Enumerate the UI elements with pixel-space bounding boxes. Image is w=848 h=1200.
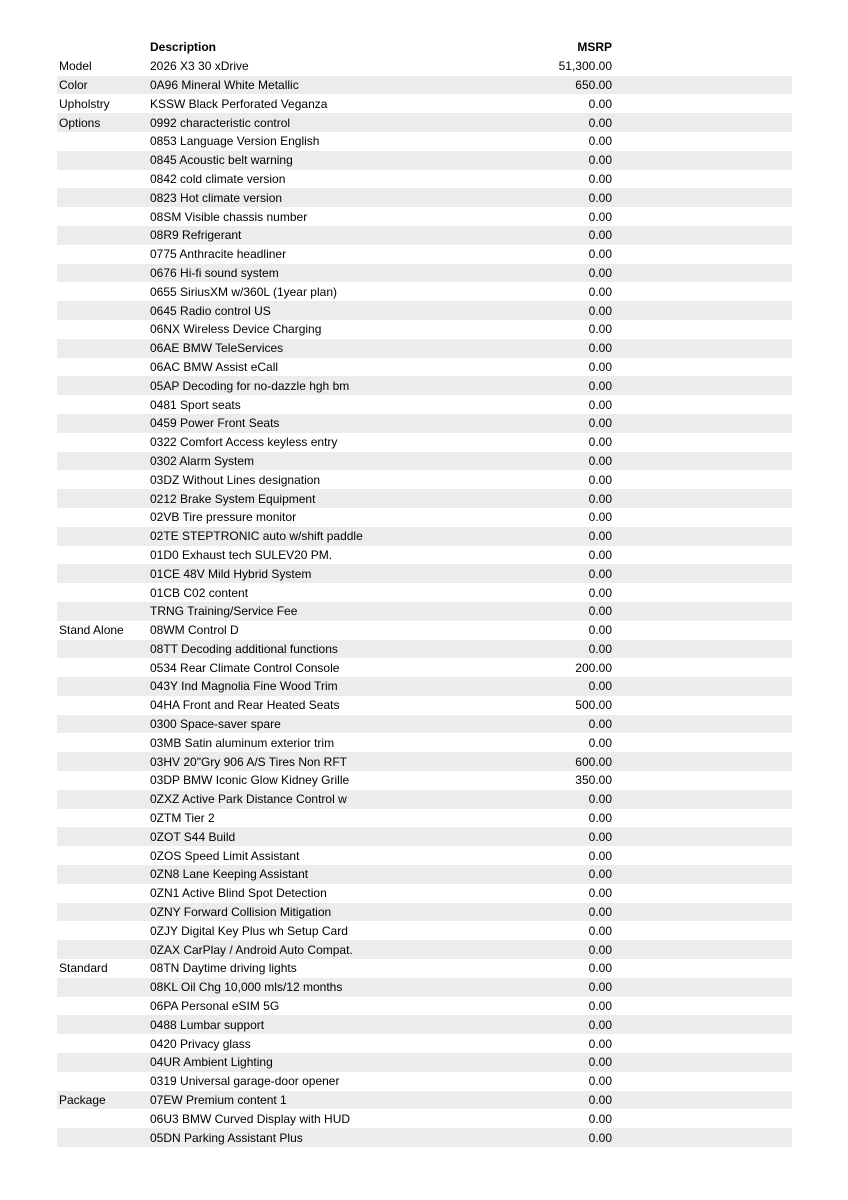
table-body	[57, 57, 792, 1147]
category-cell	[57, 940, 150, 959]
table-row	[57, 865, 792, 884]
category-cell: Options	[59, 115, 101, 130]
table-row	[57, 57, 792, 76]
table-row	[57, 245, 792, 264]
msrp-cell: 0.00	[588, 1093, 612, 1108]
table-row	[57, 771, 792, 790]
category-cell: Model	[59, 59, 92, 74]
category-cell	[57, 226, 150, 245]
description-cell: 07EW Premium content 1	[150, 1093, 287, 1108]
description-cell: 08R9 Refrigerant	[150, 228, 242, 243]
msrp-cell: 0.00	[588, 171, 612, 186]
msrp-cell: 0.00	[588, 453, 612, 468]
filler-cell	[612, 940, 792, 959]
category-cell	[57, 320, 150, 339]
category-cell	[57, 470, 150, 489]
filler-cell	[612, 508, 792, 527]
description-cell: 0488 Lumbar support	[150, 1017, 265, 1032]
table-row	[57, 583, 792, 602]
msrp-cell: 0.00	[588, 735, 612, 750]
description-cell: 06AE BMW TeleServices	[150, 341, 284, 356]
table-row	[57, 301, 792, 320]
filler-cell	[612, 376, 792, 395]
table-row	[57, 76, 792, 95]
filler-cell	[612, 301, 792, 320]
filler-cell	[612, 621, 792, 640]
table-row	[57, 452, 792, 471]
msrp-cell: 0.00	[588, 679, 612, 694]
msrp-cell: 0.00	[588, 547, 612, 562]
description-cell: 0534 Rear Climate Control Console	[150, 660, 340, 675]
description-cell: 05DN Parking Assistant Plus	[150, 1130, 303, 1145]
filler-cell	[612, 602, 792, 621]
msrp-cell: 0.00	[588, 961, 612, 976]
description-cell: 03MB Satin aluminum exterior trim	[150, 735, 335, 750]
filler-cell	[612, 76, 792, 95]
filler-cell	[612, 339, 792, 358]
table-row	[57, 395, 792, 414]
table-row	[57, 508, 792, 527]
category-cell	[57, 733, 150, 752]
msrp-cell: 0.00	[588, 623, 612, 638]
table-row	[57, 564, 792, 583]
msrp-cell: 0.00	[588, 491, 612, 506]
table-row	[57, 226, 792, 245]
description-cell: 04UR Ambient Lighting	[150, 1055, 273, 1070]
category-cell	[57, 865, 150, 884]
msrp-cell: 51,300.00	[558, 59, 612, 74]
category-cell	[57, 339, 150, 358]
table-row	[57, 113, 792, 132]
table-row	[57, 1128, 792, 1147]
msrp-cell: 0.00	[588, 585, 612, 600]
filler-cell	[612, 546, 792, 565]
description-cell: 0459 Power Front Seats	[150, 416, 280, 431]
msrp-cell: 0.00	[588, 510, 612, 525]
category-cell	[57, 997, 150, 1016]
table-row	[57, 320, 792, 339]
table-row	[57, 846, 792, 865]
table-row	[57, 264, 792, 283]
description-cell: 06AC BMW Assist eCall	[150, 359, 279, 374]
category-cell	[57, 1053, 150, 1072]
category-cell	[57, 527, 150, 546]
table-row	[57, 921, 792, 940]
description-cell: 0842 cold climate version	[150, 171, 286, 186]
description-cell: 0845 Acoustic belt warning	[150, 153, 293, 168]
msrp-cell: 600.00	[575, 754, 612, 769]
description-cell: 0481 Sport seats	[150, 397, 241, 412]
filler-cell	[612, 564, 792, 583]
msrp-cell: 0.00	[588, 1111, 612, 1126]
description-cell: 01D0 Exhaust tech SULEV20 PM.	[150, 547, 333, 562]
msrp-cell: 0.00	[588, 604, 612, 619]
msrp-cell: 0.00	[588, 265, 612, 280]
description-cell: 03DZ Without Lines designation	[150, 472, 321, 487]
category-header	[57, 38, 150, 57]
msrp-cell: 0.00	[588, 397, 612, 412]
table-row	[57, 696, 792, 715]
table-row	[57, 733, 792, 752]
description-cell: 04HA Front and Rear Heated Seats	[150, 698, 340, 713]
description-cell: 02VB Tire pressure monitor	[150, 510, 297, 525]
category-cell	[57, 790, 150, 809]
category-cell	[57, 1034, 150, 1053]
msrp-cell: 0.00	[588, 848, 612, 863]
description-cell: 0212 Brake System Equipment	[150, 491, 316, 506]
msrp-cell: 0.00	[588, 378, 612, 393]
table-row	[57, 339, 792, 358]
filler-cell	[612, 1034, 792, 1053]
msrp-cell: 200.00	[575, 660, 612, 675]
msrp-cell: 0.00	[588, 228, 612, 243]
filler-cell	[612, 903, 792, 922]
table-row	[57, 433, 792, 452]
category-cell	[57, 395, 150, 414]
msrp-cell: 0.00	[588, 96, 612, 111]
category-cell	[57, 846, 150, 865]
category-cell	[57, 827, 150, 846]
category-cell	[57, 207, 150, 226]
msrp-cell: 0.00	[588, 1130, 612, 1145]
description-cell: 0645 Radio control US	[150, 303, 271, 318]
filler-cell	[612, 188, 792, 207]
table-row	[57, 376, 792, 395]
table-row	[57, 1091, 792, 1110]
category-cell	[57, 301, 150, 320]
description-cell: 08KL Oil Chg 10,000 mls/12 months	[150, 980, 343, 995]
msrp-cell: 0.00	[588, 416, 612, 431]
category-cell	[57, 602, 150, 621]
msrp-cell: 0.00	[588, 209, 612, 224]
msrp-cell: 350.00	[575, 773, 612, 788]
filler-cell	[612, 113, 792, 132]
description-cell: 0420 Privacy glass	[150, 1036, 251, 1051]
msrp-cell: 0.00	[588, 190, 612, 205]
msrp-cell: 0.00	[588, 359, 612, 374]
category-cell	[57, 489, 150, 508]
description-cell: TRNG Training/Service Fee	[150, 604, 298, 619]
table-row	[57, 1015, 792, 1034]
table-row	[57, 940, 792, 959]
filler-cell	[612, 132, 792, 151]
msrp-cell: 650.00	[575, 77, 612, 92]
filler-cell	[612, 846, 792, 865]
msrp-header: MSRP	[525, 38, 612, 57]
table-row	[57, 715, 792, 734]
msrp-cell: 500.00	[575, 698, 612, 713]
table-row	[57, 884, 792, 903]
filler-cell	[612, 470, 792, 489]
filler-cell	[612, 207, 792, 226]
table-row	[57, 94, 792, 113]
table-row	[57, 752, 792, 771]
description-cell: 01CB C02 content	[150, 585, 249, 600]
category-cell	[57, 1072, 150, 1091]
category-cell	[57, 264, 150, 283]
table-row	[57, 132, 792, 151]
table-header	[57, 38, 792, 57]
filler-cell	[612, 790, 792, 809]
filler-cell	[612, 1053, 792, 1072]
filler-cell	[612, 959, 792, 978]
msrp-cell: 0.00	[588, 923, 612, 938]
category-cell: Color	[59, 77, 88, 92]
msrp-cell: 0.00	[588, 529, 612, 544]
description-cell: 06PA Personal eSIM 5G	[150, 999, 280, 1014]
category-cell	[57, 414, 150, 433]
msrp-cell: 0.00	[588, 942, 612, 957]
description-cell: 03HV 20"Gry 906 A/S Tires Non RFT	[150, 754, 348, 769]
table-row	[57, 1109, 792, 1128]
filler-cell	[612, 827, 792, 846]
msrp-cell: 0.00	[588, 1055, 612, 1070]
filler-cell	[612, 245, 792, 264]
description-cell: 0853 Language Version English	[150, 134, 320, 149]
description-cell: 0676 Hi-fi sound system	[150, 265, 279, 280]
category-cell	[57, 282, 150, 301]
msrp-cell: 0.00	[588, 999, 612, 1014]
category-cell	[57, 132, 150, 151]
category-cell	[57, 658, 150, 677]
description-cell: 06NX Wireless Device Charging	[150, 322, 322, 337]
table-row	[57, 658, 792, 677]
filler-cell	[612, 640, 792, 659]
category-cell	[57, 715, 150, 734]
category-cell	[57, 809, 150, 828]
category-cell	[57, 170, 150, 189]
category-cell	[57, 696, 150, 715]
description-cell: 0ZN1 Active Blind Spot Detection	[150, 886, 327, 901]
description-cell: 05AP Decoding for no-dazzle hgh bm	[150, 378, 350, 393]
description-cell: 08WM Control D	[150, 623, 239, 638]
msrp-cell: 0.00	[588, 980, 612, 995]
filler-cell	[612, 414, 792, 433]
msrp-cell: 0.00	[588, 472, 612, 487]
filler-cell	[612, 151, 792, 170]
category-cell: Package	[59, 1093, 106, 1108]
description-cell: 0ZJY Digital Key Plus wh Setup Card	[150, 923, 348, 938]
msrp-cell: 0.00	[588, 867, 612, 882]
category-cell	[57, 1015, 150, 1034]
description-cell: 0ZOT S44 Build	[150, 829, 236, 844]
filler-cell	[612, 752, 792, 771]
table-row	[57, 640, 792, 659]
filler-cell	[612, 677, 792, 696]
category-cell	[57, 358, 150, 377]
filler-cell	[612, 264, 792, 283]
filler-cell	[612, 1091, 792, 1110]
category-cell	[57, 921, 150, 940]
description-cell: 08TN Daytime driving lights	[150, 961, 297, 976]
category-cell	[57, 1109, 150, 1128]
description-cell: 043Y Ind Magnolia Fine Wood Trim	[150, 679, 338, 694]
description-cell: 0ZNY Forward Collision Mitigation	[150, 905, 332, 920]
category-cell	[57, 188, 150, 207]
table-row	[57, 489, 792, 508]
category-cell	[57, 771, 150, 790]
description-cell: 0302 Alarm System	[150, 453, 255, 468]
msrp-cell: 0.00	[588, 905, 612, 920]
description-cell: 0775 Anthracite headliner	[150, 247, 287, 262]
filler-cell	[612, 489, 792, 508]
description-cell: 0ZXZ Active Park Distance Control w	[150, 792, 347, 807]
description-cell: 01CE 48V Mild Hybrid System	[150, 566, 312, 581]
table-row	[57, 470, 792, 489]
table-row	[57, 978, 792, 997]
vehicle-config-table	[57, 38, 792, 1147]
msrp-cell: 0.00	[588, 641, 612, 656]
category-cell	[57, 884, 150, 903]
table-row	[57, 827, 792, 846]
msrp-cell: 0.00	[588, 303, 612, 318]
category-cell	[57, 564, 150, 583]
description-cell: 0319 Universal garage-door opener	[150, 1074, 340, 1089]
table-row	[57, 170, 792, 189]
filler-cell	[612, 658, 792, 677]
msrp-cell: 0.00	[588, 1036, 612, 1051]
table-row	[57, 527, 792, 546]
filler-cell	[612, 94, 792, 113]
filler-cell	[612, 978, 792, 997]
description-cell: 0322 Comfort Access keyless entry	[150, 435, 338, 450]
table-row	[57, 790, 792, 809]
category-cell	[57, 640, 150, 659]
table-row	[57, 903, 792, 922]
filler-cell	[612, 1128, 792, 1147]
filler-cell	[612, 865, 792, 884]
filler-cell	[612, 1072, 792, 1091]
msrp-cell: 0.00	[588, 566, 612, 581]
filler-cell	[612, 452, 792, 471]
msrp-cell: 0.00	[588, 247, 612, 262]
msrp-cell: 0.00	[588, 717, 612, 732]
filler-cell	[612, 921, 792, 940]
category-cell	[57, 508, 150, 527]
filler-cell	[612, 997, 792, 1016]
msrp-cell: 0.00	[588, 829, 612, 844]
table-row	[57, 1034, 792, 1053]
filler-cell	[612, 226, 792, 245]
description-header: Description	[150, 38, 525, 57]
table-row	[57, 1053, 792, 1072]
msrp-cell: 0.00	[588, 886, 612, 901]
filler-cell	[612, 170, 792, 189]
table-row	[57, 188, 792, 207]
msrp-cell: 0.00	[588, 341, 612, 356]
category-cell	[57, 151, 150, 170]
filler-cell	[612, 715, 792, 734]
description-cell: 0655 SiriusXM w/360L (1year plan)	[150, 284, 337, 299]
description-cell: KSSW Black Perforated Veganza	[150, 96, 328, 111]
table-row	[57, 959, 792, 978]
filler-cell	[612, 433, 792, 452]
header-filler	[612, 38, 792, 57]
filler-cell	[612, 320, 792, 339]
description-cell: 02TE STEPTRONIC auto w/shift paddle	[150, 529, 363, 544]
description-cell: 06U3 BMW Curved Display with HUD	[150, 1111, 351, 1126]
description-cell: 0ZOS Speed Limit Assistant	[150, 848, 300, 863]
table-row	[57, 809, 792, 828]
table-row	[57, 677, 792, 696]
msrp-cell: 0.00	[588, 1017, 612, 1032]
filler-cell	[612, 358, 792, 377]
table-row	[57, 997, 792, 1016]
table-row	[57, 282, 792, 301]
msrp-cell: 0.00	[588, 115, 612, 130]
description-cell: 0823 Hot climate version	[150, 190, 283, 205]
category-cell	[57, 433, 150, 452]
filler-cell	[612, 809, 792, 828]
filler-cell	[612, 733, 792, 752]
filler-cell	[612, 527, 792, 546]
category-cell	[57, 978, 150, 997]
category-cell	[57, 546, 150, 565]
filler-cell	[612, 583, 792, 602]
category-cell	[57, 752, 150, 771]
category-cell	[57, 1128, 150, 1147]
category-cell	[57, 677, 150, 696]
table-row	[57, 621, 792, 640]
description-cell: 0A96 Mineral White Metallic	[150, 77, 299, 92]
msrp-cell: 0.00	[588, 792, 612, 807]
description-cell: 0ZTM Tier 2	[150, 811, 215, 826]
category-cell	[57, 376, 150, 395]
description-cell: 03DP BMW Iconic Glow Kidney Grille	[150, 773, 350, 788]
filler-cell	[612, 282, 792, 301]
description-cell: 08TT Decoding additional functions	[150, 641, 338, 656]
msrp-cell: 0.00	[588, 811, 612, 826]
msrp-cell: 0.00	[588, 284, 612, 299]
category-cell	[57, 245, 150, 264]
table-row	[57, 151, 792, 170]
filler-cell	[612, 1109, 792, 1128]
table-row	[57, 602, 792, 621]
category-cell	[57, 583, 150, 602]
description-cell: 0300 Space-saver spare	[150, 717, 281, 732]
header-row	[57, 38, 792, 57]
table-row	[57, 546, 792, 565]
msrp-cell: 0.00	[588, 435, 612, 450]
category-cell	[57, 452, 150, 471]
table-row	[57, 1072, 792, 1091]
msrp-cell: 0.00	[588, 153, 612, 168]
category-cell: Stand Alone	[59, 623, 124, 638]
msrp-cell: 0.00	[588, 134, 612, 149]
filler-cell	[612, 57, 792, 76]
filler-cell	[612, 395, 792, 414]
description-cell: 2026 X3 30 xDrive	[150, 59, 249, 74]
description-cell: 0992 characteristic control	[150, 115, 291, 130]
filler-cell	[612, 884, 792, 903]
filler-cell	[612, 696, 792, 715]
category-cell: Standard	[59, 961, 108, 976]
msrp-cell: 0.00	[588, 322, 612, 337]
table-row	[57, 414, 792, 433]
filler-cell	[612, 771, 792, 790]
description-cell: 0ZN8 Lane Keeping Assistant	[150, 867, 309, 882]
description-cell: 0ZAX CarPlay / Android Auto Compat.	[150, 942, 353, 957]
table-row	[57, 207, 792, 226]
table-row	[57, 358, 792, 377]
filler-cell	[612, 1015, 792, 1034]
category-cell: Upholstry	[59, 96, 110, 111]
category-cell	[57, 903, 150, 922]
msrp-cell: 0.00	[588, 1074, 612, 1089]
description-cell: 08SM Visible chassis number	[150, 209, 308, 224]
